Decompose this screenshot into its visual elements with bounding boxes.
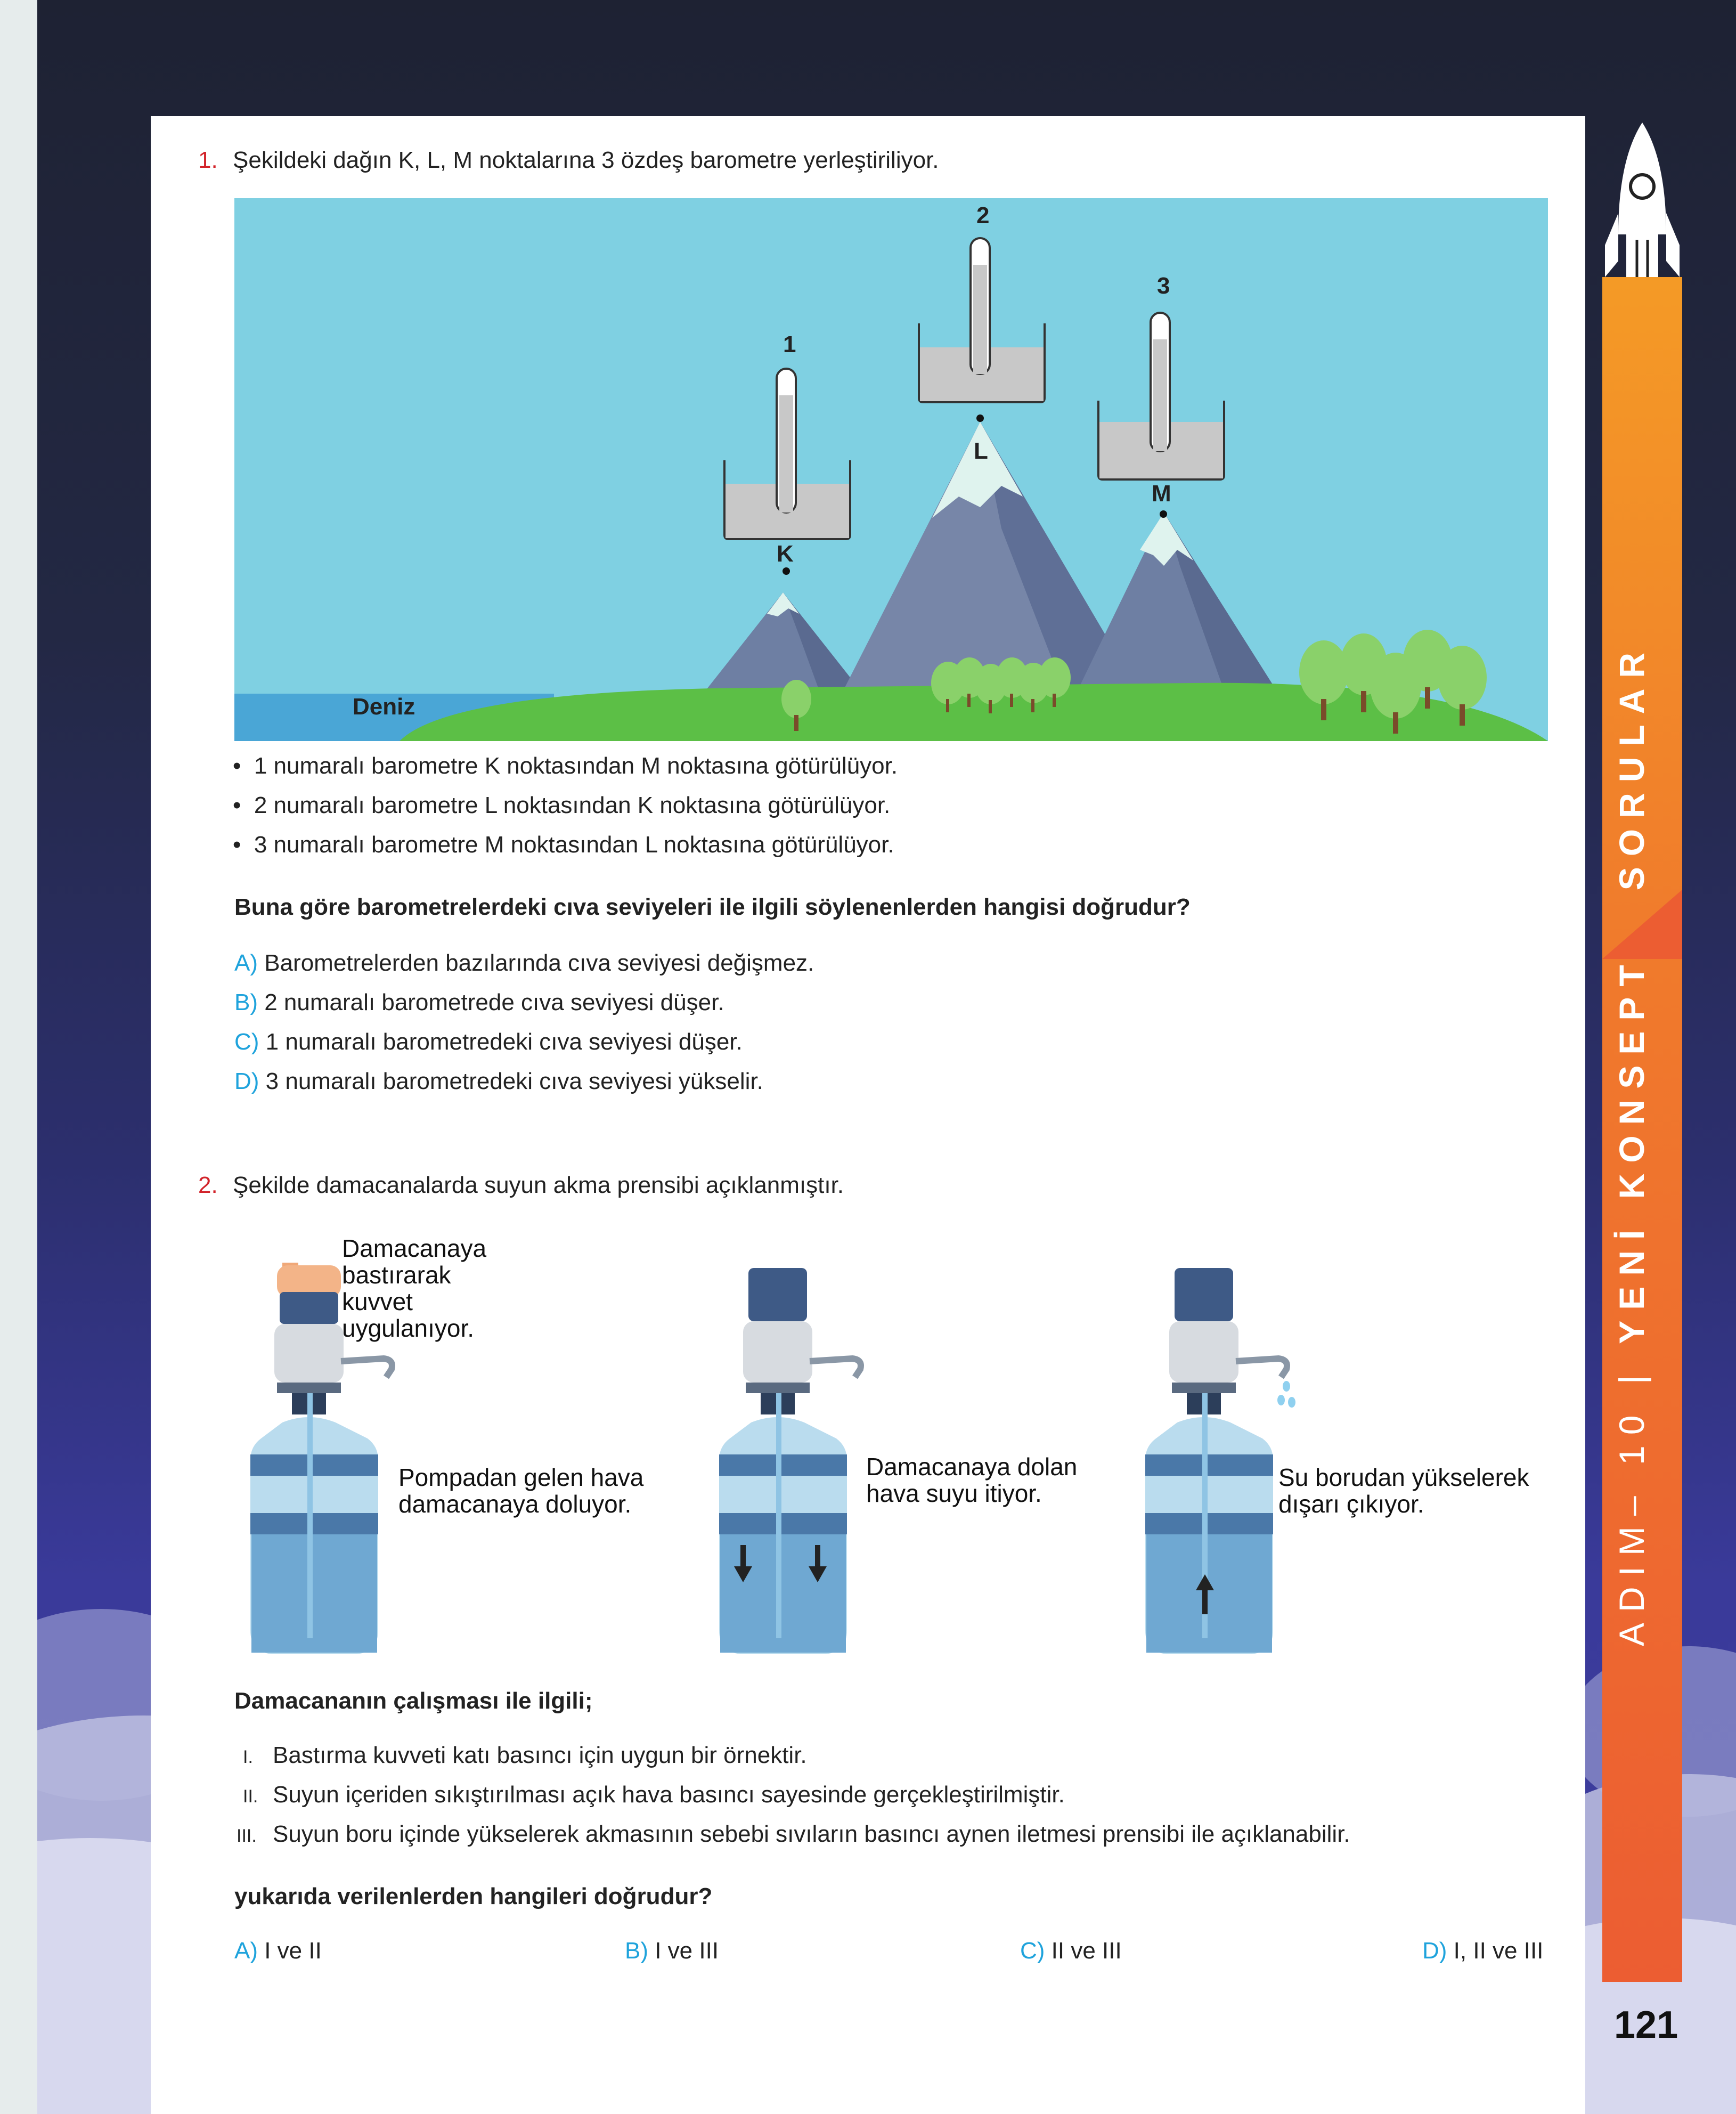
q1-option-d[interactable]: D) 3 numaralı barometredeki cıva seviyesi yükselir.: [234, 1068, 763, 1094]
mountain-barometer-figure: [234, 198, 1548, 741]
point-k-label: K: [777, 541, 794, 567]
statement-1: I. Bastırma kuvveti katı basıncı için uygun bir örnektir.: [243, 1742, 807, 1768]
question-1-number: 1.: [198, 147, 218, 173]
page-number: 121: [1614, 2004, 1678, 2046]
q2-option-a[interactable]: A) I ve II: [234, 1938, 322, 1964]
caption-water-out: Su borudan yükselerek dışarı çıkıyor.: [1278, 1463, 1529, 1518]
bullet-2: • 2 numaralı barometre L noktasından K noktasına götürülüyor.: [233, 792, 891, 818]
q1-option-c[interactable]: C) 1 numaralı barometredeki cıva seviyesi düşer.: [234, 1029, 743, 1055]
bullet-1: • 1 numaralı barometre K noktasından M noktasına götürülüyor.: [233, 753, 898, 779]
q2-option-b[interactable]: B) I ve III: [625, 1938, 719, 1964]
question-1-intro: Şekildeki dağın K, L, M noktalarına 3 özdeş barometre yerleştiriliyor.: [233, 147, 939, 173]
q2-option-c[interactable]: C) II ve III: [1020, 1938, 1122, 1964]
q2-option-d[interactable]: D) I, II ve III: [1422, 1938, 1544, 1964]
water-bottle-2: [703, 1263, 874, 1657]
point-l-label: L: [974, 438, 988, 464]
sea-label: Deniz: [353, 694, 415, 720]
caption-air-in: Pompadan gelen hava damacanaya doluyor.: [398, 1463, 644, 1518]
statement-2: II. Suyun içeriden sıkıştırılması açık hava basıncı sayesinde gerçekleştirilmiştir.: [243, 1782, 1065, 1808]
bullet-3: • 3 numaralı barometre M noktasından L noktasına götürülüyor.: [233, 832, 894, 858]
rocket-icon: [1602, 117, 1682, 282]
caption-air-push: Damacanaya dolan hava suyu itiyor.: [866, 1453, 1078, 1507]
left-margin-strip: [0, 0, 37, 2114]
barometer-2-label: 2: [976, 202, 990, 229]
question-1-stem: Buna göre barometrelerdeki cıva seviyeleri ile ilgili söylenenlerden hangisi doğrudur?: [234, 894, 1191, 920]
barometer-1-label: 1: [783, 331, 796, 357]
question-2-intro: Şekilde damacanalarda suyun akma prensibi açıklanmıştır.: [233, 1172, 844, 1198]
statement-3: III. Suyun boru içinde yükselerek akmasının sebebi sıvıların basıncı aynen iletmesi prensibi ile açıklanabilir.: [237, 1821, 1350, 1847]
question-2-stem: Damacananın çalışması ile ilgili;: [234, 1688, 593, 1714]
point-m-label: M: [1152, 481, 1171, 507]
side-band-label: ADIM– 10 | YENİ KONSEPTSORULAR: [1612, 641, 1651, 1646]
question-2-number: 2.: [198, 1172, 218, 1198]
q1-option-b[interactable]: B) 2 numaralı barometrede cıva seviyesi düşer.: [234, 989, 724, 1015]
question-2-prompt: yukarıda verilenlerden hangileri doğrudur?: [234, 1883, 713, 1909]
caption-press: Damacanaya bastırarak kuvvet uygulanıyor.: [342, 1234, 487, 1342]
q1-option-a[interactable]: A) Barometrelerden bazılarında cıva seviyesi değişmez.: [234, 950, 814, 976]
water-bottle-3: [1129, 1263, 1310, 1657]
barometer-3-label: 3: [1157, 273, 1170, 299]
